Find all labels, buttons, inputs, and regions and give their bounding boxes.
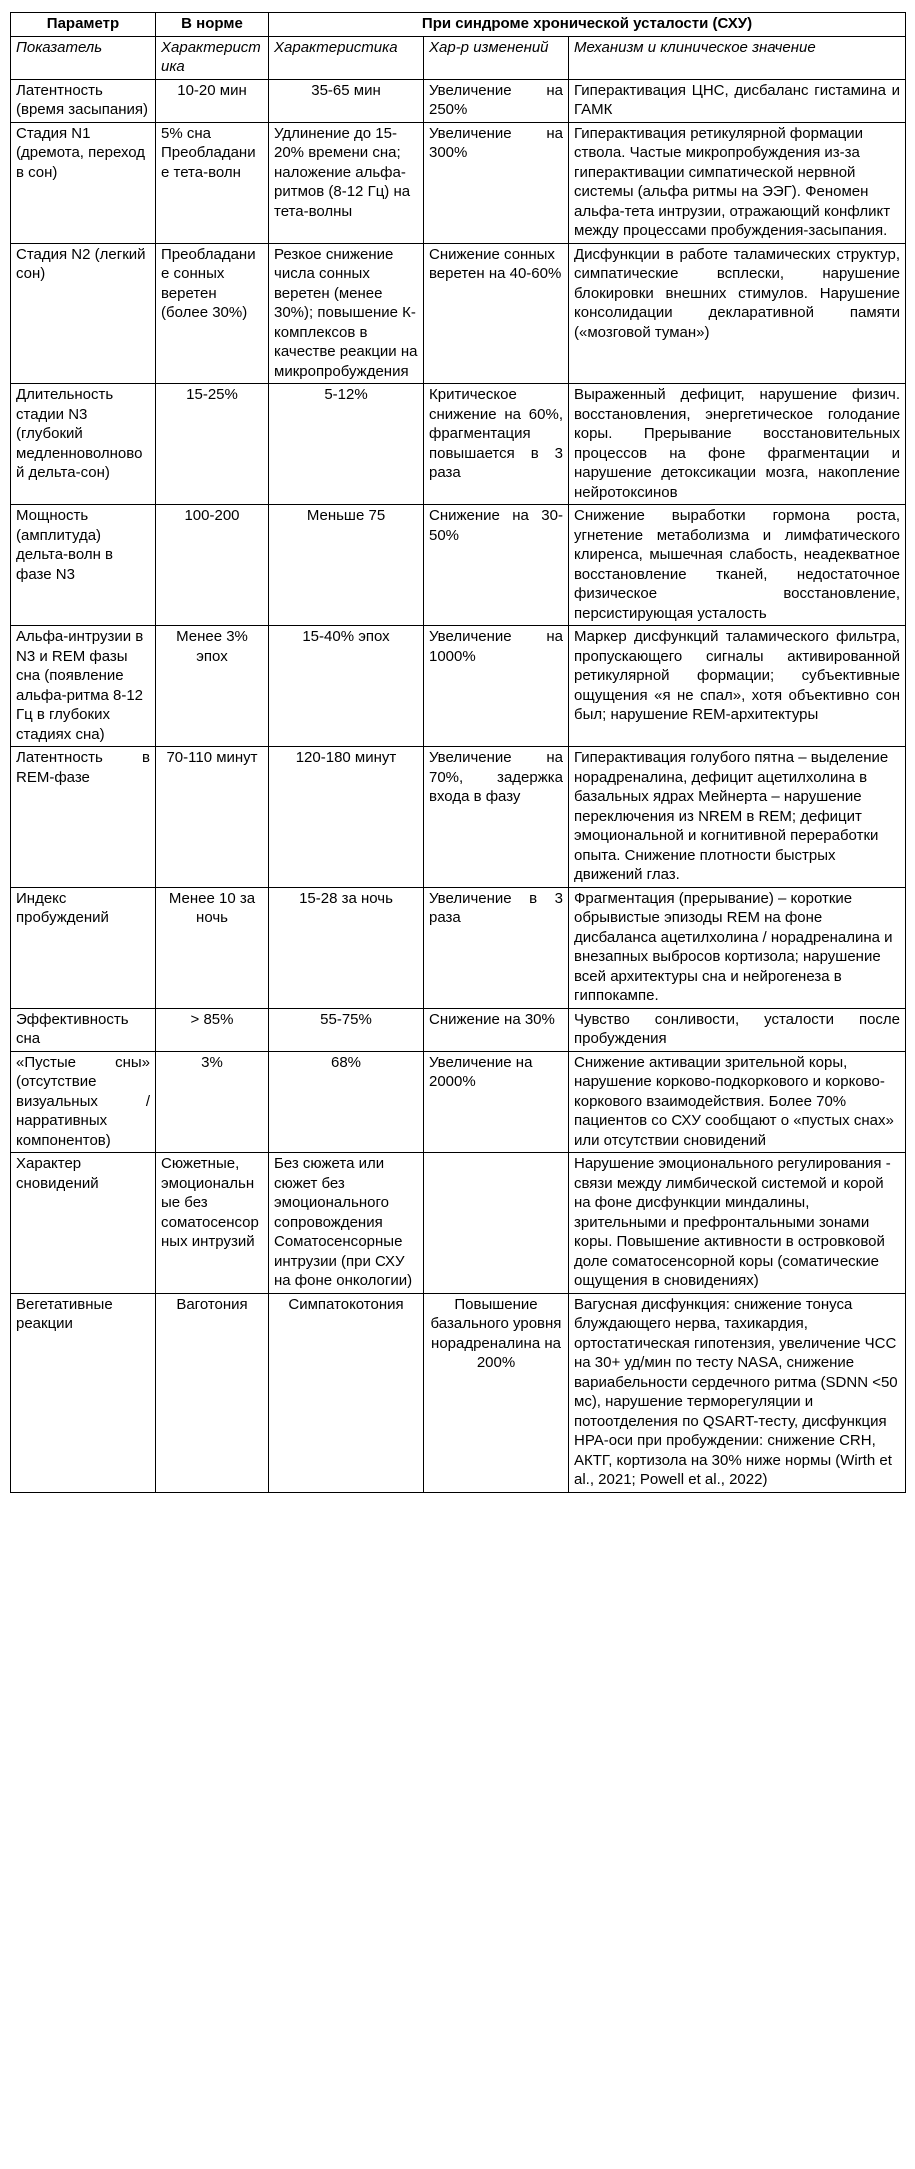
row-change: Увеличение на 1000% <box>424 626 569 747</box>
row-mechanism: Снижение активации зрительной коры, нарушение корково-подкоркового и корково-коркового взаимодействия. Более 70% пациентов со СХУ сообщают о «пустых снах» или отсутствии сновидений <box>569 1051 906 1153</box>
row-normal: Преобладание сонных веретен (более 30%) <box>156 243 269 384</box>
table-row <box>11 1153 906 1294</box>
header-normal: В норме <box>156 13 269 37</box>
row-normal: Ваготония <box>156 1293 269 1492</box>
table-row <box>11 79 906 122</box>
row-cfs: Удлинение до 15-20% времени сна; наложение альфа-ритмов (8-12 Гц) на тета-волны <box>269 122 424 243</box>
row-cfs: 120-180 минут <box>269 747 424 888</box>
subheader-indicator: Показатель <box>11 36 156 79</box>
row-normal: Менее 10 за ночь <box>156 887 269 1008</box>
table-row <box>11 747 906 888</box>
row-change: Снижение сонных веретен на 40-60% <box>424 243 569 384</box>
row-param: Мощность (амплитуда) дельта-волн в фазе N3 <box>11 505 156 626</box>
row-cfs: Резкое снижение числа сонных веретен (менее 30%); повышение К-комплексов в качестве реакции на микропробуждения <box>269 243 424 384</box>
row-param: Альфа-интрузии в N3 и REM фазы сна (появление альфа-ритма 8-12 Гц в глубоких стадиях сна) <box>11 626 156 747</box>
row-cfs: 15-28 за ночь <box>269 887 424 1008</box>
row-cfs: 55-75% <box>269 1008 424 1051</box>
row-cfs: 68% <box>269 1051 424 1153</box>
row-change: Снижение на 30-50% <box>424 505 569 626</box>
row-normal: 5% сна Преобладание тета-волн <box>156 122 269 243</box>
table-subheader-row <box>11 36 906 79</box>
row-cfs: 5-12% <box>269 384 424 505</box>
row-param: Характер сновидений <box>11 1153 156 1294</box>
row-mechanism: Маркер дисфункций таламического фильтра, пропускающего сигналы активированной ретикулярной формации; субъективные ощущения «я не спал», хотя объективно сон был; нарушение REM-архитектуры <box>569 626 906 747</box>
row-param: Индекс пробуждений <box>11 887 156 1008</box>
row-cfs: 15-40% эпох <box>269 626 424 747</box>
row-mechanism: Нарушение эмоционального регулирования - связи между лимбической системой и корой на фоне дисфункции миндалины, зрительными и префронтальными зонами коры. Повышение активности в островковой доле соматосенсорной коры (соматические ощущения в сновидениях) <box>569 1153 906 1294</box>
row-normal: 15-25% <box>156 384 269 505</box>
row-param: Латентность в REM-фазе <box>11 747 156 888</box>
table-row <box>11 505 906 626</box>
row-param: Эффективность сна <box>11 1008 156 1051</box>
row-cfs: 35-65 мин <box>269 79 424 122</box>
row-normal: > 85% <box>156 1008 269 1051</box>
sleep-parameters-table <box>10 12 906 1493</box>
row-change: Увеличение на 300% <box>424 122 569 243</box>
row-cfs: Симпатокотония <box>269 1293 424 1492</box>
row-normal: 100-200 <box>156 505 269 626</box>
row-change: Увеличение на 250% <box>424 79 569 122</box>
table-row <box>11 887 906 1008</box>
table-row <box>11 243 906 384</box>
row-mechanism: Гиперактивация ЦНС, дисбаланс гистамина и ГАМК <box>569 79 906 122</box>
row-param: Стадия N2 (легкий сон) <box>11 243 156 384</box>
row-mechanism: Снижение выработки гормона роста, угнетение метаболизма и лимфатического клиренса, мышечная слабость, неадекватное восстановление тканей, недостаточное физическое восстановление, персистирующая усталость <box>569 505 906 626</box>
table-row <box>11 1008 906 1051</box>
table-header-row <box>11 13 906 37</box>
row-mechanism: Выраженный дефицит, нарушение физич. восстановления, энергетическое голодание коры. Прерывание восстановительных процессов на фоне фрагментации и нарушение детоксикации мозга, накопление нейротоксинов <box>569 384 906 505</box>
row-change <box>424 1153 569 1294</box>
row-mechanism: Фрагментация (прерывание) – короткие обрывистые эпизоды REM на фоне дисбаланса ацетилхолина / норадреналина и внезапных выбросов кортизола; нарушение всей архитектуры сна и нейрогенеза в гиппокампе. <box>569 887 906 1008</box>
row-change: Повышение базального уровня норадреналина на 200% <box>424 1293 569 1492</box>
subheader-change: Хар-р изменений <box>424 36 569 79</box>
row-normal: 10-20 мин <box>156 79 269 122</box>
row-cfs: Меньше 75 <box>269 505 424 626</box>
row-param: Длительность стадии N3 (глубокий медленноволновой дельта-сон) <box>11 384 156 505</box>
subheader-mechanism: Механизм и клиническое значение <box>569 36 906 79</box>
row-mechanism: Чувство сонливости, усталости после пробуждения <box>569 1008 906 1051</box>
row-param: Вегетативные реакции <box>11 1293 156 1492</box>
table-row <box>11 1293 906 1492</box>
row-normal: Сюжетные, эмоциональные без соматосенсорных интрузий <box>156 1153 269 1294</box>
row-mechanism: Вагусная дисфункция: снижение тонуса блуждающего нерва, тахикардия, ортостатическая гипотензия, увеличение ЧСС на 30+ уд/мин по тесту NASA, снижение вариабельности сердечного ритма (SDNN <50 мс), нарушение терморегуляции и потоотделения по QSART-тесту, дисфункция HPA-оси при пробуждении: снижение CRH, АКТГ, кортизола на 30% ниже нормы (Wirth et al., 2021; Powell et al., 2022) <box>569 1293 906 1492</box>
row-cfs: Без сюжета или сюжет без эмоционального сопровождения Соматосенсорные интрузии (при СХУ на фоне онкологии) <box>269 1153 424 1294</box>
row-change: Увеличение на 70%, задержка входа в фазу <box>424 747 569 888</box>
subheader-cfs-char: Характеристика <box>269 36 424 79</box>
header-param: Параметр <box>11 13 156 37</box>
row-param: Латентность (время засыпания) <box>11 79 156 122</box>
row-normal: Менее 3% эпох <box>156 626 269 747</box>
table-row <box>11 626 906 747</box>
subheader-normal-char: Характеристика <box>156 36 269 79</box>
table-row <box>11 1051 906 1153</box>
row-change: Увеличение на 2000% <box>424 1051 569 1153</box>
table-row <box>11 384 906 505</box>
row-param: «Пустые сны» (отсутствие визуальных / нарративных компонентов) <box>11 1051 156 1153</box>
table-row <box>11 122 906 243</box>
row-change: Увеличение в 3 раза <box>424 887 569 1008</box>
row-normal: 3% <box>156 1051 269 1153</box>
row-mechanism: Дисфункции в работе таламических структур, симпатические всплески, нарушение блокировки внешних стимулов. Нарушение консолидации декларативной памяти («мозговой туман») <box>569 243 906 384</box>
row-mechanism: Гиперактивация голубого пятна – выделение норадреналина, дефицит ацетилхолина в базальных ядрах Мейнерта – нарушение переключения из NREM в REM; дефицит эмоциональной и когнитивной переработки опыта. Снижение плотности быстрых движений глаз. <box>569 747 906 888</box>
row-normal: 70-110 минут <box>156 747 269 888</box>
row-change: Критическое снижение на 60%, фрагментация повышается в 3 раза <box>424 384 569 505</box>
header-cfs: При синдроме хронической усталости (СХУ) <box>269 13 906 37</box>
row-param: Стадия N1 (дремота, переход в сон) <box>11 122 156 243</box>
row-mechanism: Гиперактивация ретикулярной формации ствола. Частые микропробуждения из-за гиперактивации симпатической нервной системы (альфа ритмы на ЭЭГ). Феномен альфа-тета интрузии, отражающий конфликт между процессами пробуждения-засыпания. <box>569 122 906 243</box>
row-change: Снижение на 30% <box>424 1008 569 1051</box>
